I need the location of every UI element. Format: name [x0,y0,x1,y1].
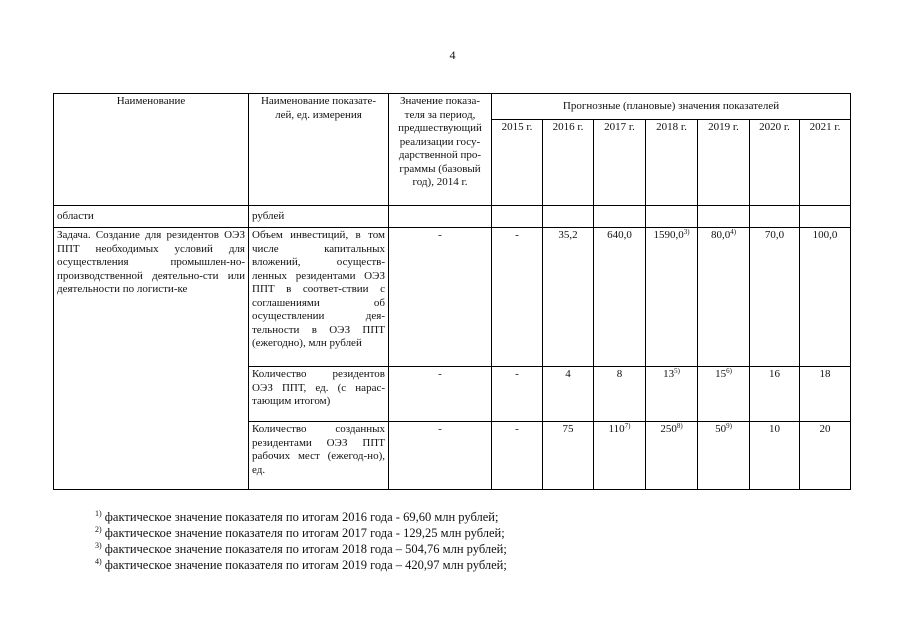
value-cell: 35,2 [543,228,594,367]
base-value: - [389,228,492,367]
table-row [54,228,851,367]
value-cell: 80,0$^{4)}$ [698,228,750,367]
header-indicator: Наименование показате-лей, ед. измерения [249,94,389,206]
continuation-indicator: рублей [249,206,389,228]
value-cell: 100,0 [800,228,851,367]
header-year: 2021 г. [800,120,851,206]
base-value: - [389,422,492,490]
header-name: Наименование [54,94,249,206]
header-year: 2019 г. [698,120,750,206]
indicator-name: Количество резидентов ОЭЗ ППТ, ед. (с нарас-тающим итогом) [249,367,389,422]
indicators-table [53,93,851,490]
value-cell: - [492,367,543,422]
header-year: 2020 г. [750,120,800,206]
value-cell: 75 [543,422,594,490]
value-cell: - [492,422,543,490]
continuation-row [54,206,851,228]
header-year: 2018 г. [646,120,698,206]
value-cell: 10 [750,422,800,490]
indicator-name: Количество созданных резидентами ОЭЗ ППТ рабочих мест (ежегод-но), ед. [249,422,389,490]
value-cell: 1590,0$^{3)}$ [646,228,698,367]
value-cell: 13$^{5)}$ [646,367,698,422]
indicator-name: Объем инвестиций, в том числе капитальных вложений, осуществ-ленных резидентами ОЭЗ ППТ в соответ-ствии с соглашениями об осуществлении дея-тельности в ОЭЗ ППТ (ежегодно), млн рублей [249,228,389,367]
footnote: $^{3)}$ фактическое значение показателя по итогам 2018 года – 504,76 млн рублей; [95,541,507,556]
value-cell: 70,0 [750,228,800,367]
header-year: 2015 г. [492,120,543,206]
value-cell: 640,0 [594,228,646,367]
value-cell: 15$^{6)}$ [698,367,750,422]
header-forecast-group: Прогнозные (плановые) значения показателей [492,94,851,120]
base-value: - [389,367,492,422]
footnote: $^{1)}$ фактическое значение показателя по итогам 2016 года - 69,60 млн рублей; [95,509,499,524]
value-cell: 18 [800,367,851,422]
footnote: $^{2)}$ фактическое значение показателя по итогам 2017 года - 129,25 млн рублей; [95,525,505,540]
header-base-value: Значение показа-теля за период, предшествующий реализации госу-дарственной про-граммы (базовый год), 2014 г. [389,94,492,206]
value-cell: 8 [594,367,646,422]
page-number: 4 [449,48,456,62]
continuation-name: области [54,206,249,228]
header-year: 2017 г. [594,120,646,206]
value-cell: 250$^{8)}$ [646,422,698,490]
footnotes [95,509,507,573]
value-cell: 20 [800,422,851,490]
value-cell: - [492,228,543,367]
header-year: 2016 г. [543,120,594,206]
value-cell: 16 [750,367,800,422]
value-cell: 110$^{7)}$ [594,422,646,490]
footnote: $^{4)}$ фактическое значение показателя по итогам 2019 года – 420,97 млн рублей; [95,557,507,572]
task-description: Задача. Создание для резидентов ОЭЗ ППТ необходимых условий для осуществления промышлен-но-производственной деятельно-сти или деятельности по логисти-ке [54,228,249,490]
value-cell: 50$^{9)}$ [698,422,750,490]
value-cell: 4 [543,367,594,422]
